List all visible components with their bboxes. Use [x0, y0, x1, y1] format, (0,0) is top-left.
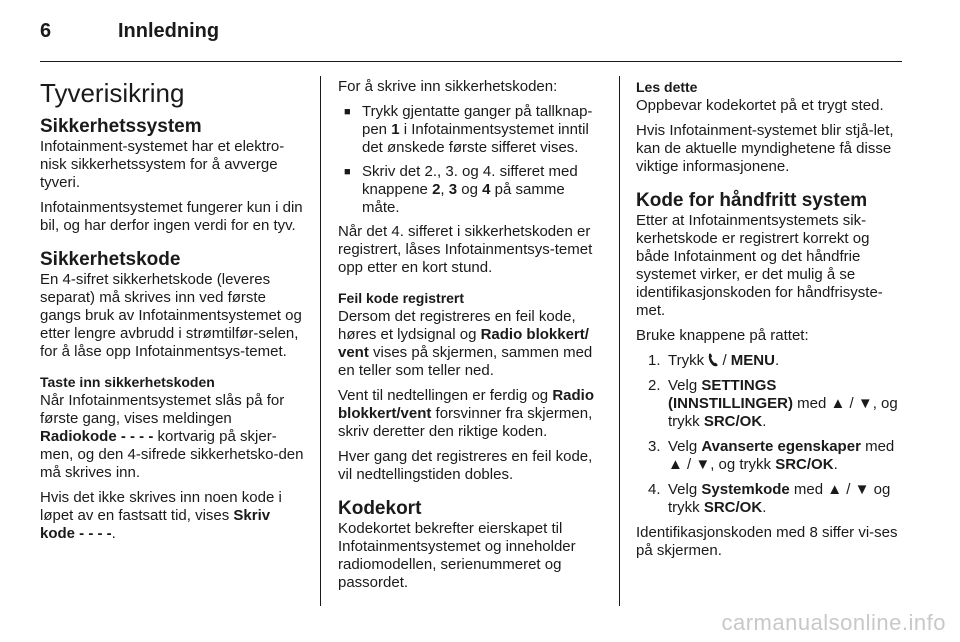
text: . — [111, 525, 116, 542]
button-label: 3 — [448, 181, 458, 198]
heading-note: Les dette — [636, 79, 698, 95]
heading-security-system: Sikkerhetssystem — [40, 116, 202, 137]
enter-code-text: Skriv kode - - - - — [40, 507, 271, 542]
radio-blocked-text: Radio blokkert/ vent — [338, 326, 589, 361]
list-item-text — [668, 352, 779, 370]
text: og — [457, 181, 483, 198]
list-item — [344, 163, 604, 217]
list-item — [648, 481, 902, 517]
button-label: MENU — [730, 352, 775, 369]
list-item — [648, 377, 902, 431]
section-title: Tyverisikring — [40, 78, 185, 108]
list-item-text — [668, 481, 902, 517]
paragraph: Bruke knappene på rattet: — [636, 327, 809, 344]
text: med ▲ / ▼ og trykk — [668, 481, 891, 516]
chapter-title: Innledning — [118, 20, 220, 42]
square-bullet-icon: ■ — [344, 166, 351, 178]
text: vises på skjermen, sammen med en teller som teller ned. — [338, 344, 593, 379]
button-label: 1 — [391, 121, 400, 138]
paragraph — [338, 308, 604, 380]
list-item-text — [362, 163, 604, 217]
menu-label: Systemkode — [701, 481, 790, 498]
paragraph: Når det 4. sifferet i sikkerhetskoden er registrert, låses Infotainmentsys-temet opp etter en kort stund. — [338, 223, 593, 276]
text: kortvarig på skjer-men, og den 4-sifrede sikkerhetsko-den må skrives inn. — [40, 428, 304, 481]
radio-code-text: Radiokode - - - - — [40, 428, 154, 445]
paragraph: Identifikasjonskoden med 8 siffer vi-ses på skjermen. — [636, 524, 898, 559]
list-item-text — [362, 103, 604, 157]
paragraph: Infotainmentsystemet fungerer kun i din bil, og har derfor ingen verdi for en tyv. — [40, 199, 303, 234]
step-number: 1. — [648, 352, 661, 369]
column-2 — [338, 78, 604, 599]
list-item — [648, 438, 902, 474]
paragraph: Kodekortet bekrefter eierskapet til Infotainmentsystemet og inneholder radiomodellen, serienummeret og passordet. — [338, 520, 576, 591]
text: . — [762, 499, 767, 516]
text: Hvis det ikke skrives inn noen kode i løpet av en fastsatt tid, vises — [40, 489, 282, 524]
button-label: SRC/OK — [775, 456, 834, 473]
heading-wrong-code: Feil kode registrert — [338, 290, 465, 306]
menu-label: Avanserte egenskaper — [701, 438, 861, 455]
heading-security-code: Sikkerhetskode — [40, 249, 181, 270]
paragraph: En 4-sifret sikkerhetskode (leveres separat) må skrives inn ved første gangs bruk av Infotainmentsystemet og etter lengre avbrudd i strømtilfør-selen, for å låse opp Infotainmentsys-temet. — [40, 271, 302, 360]
step-number: 3. — [648, 438, 661, 455]
text: Vent til nedtellingen er ferdig og — [338, 387, 553, 404]
step-number: 2. — [648, 377, 661, 394]
heading-code-card: Kodekort — [338, 498, 422, 519]
text: Dersom det registreres en feil kode, høres et lydsignal og — [338, 308, 576, 343]
phone-call-icon — [708, 353, 718, 367]
text: , — [440, 181, 449, 198]
text: Velg — [668, 438, 702, 455]
column-divider-2 — [619, 76, 620, 606]
paragraph — [40, 392, 306, 482]
list-item-text — [668, 438, 902, 474]
paragraph — [338, 387, 604, 441]
text: med ▲ / ▼, og trykk — [668, 438, 895, 473]
text: . — [833, 456, 838, 473]
list-item — [648, 352, 902, 370]
text: i Infotainmentsystemet inntil det ønskede første sifferet vises. — [362, 121, 589, 156]
text: forsvinner fra skjermen, skriv deretter den riktige koden. — [338, 405, 593, 440]
heading-enter-code: Taste inn sikkerhetskoden — [40, 374, 215, 390]
button-label: 2 — [432, 181, 441, 198]
paragraph — [40, 489, 306, 543]
text: . — [774, 352, 780, 369]
text: Skriv det 2., 3. og 4. sifferet med knappene — [362, 163, 578, 198]
paragraph: Infotainment-systemet har et elektro-nisk sikkerhetssystem for å avverge tyveri. — [40, 138, 285, 191]
header-rule — [40, 61, 902, 62]
list-item — [344, 103, 604, 157]
menu-label: SETTINGS (INNSTILLINGER) — [668, 377, 793, 412]
watermark: carmanualsonline.info — [721, 610, 946, 635]
text: / — [718, 352, 731, 369]
text: Trykk — [668, 352, 709, 369]
text: . — [762, 413, 767, 430]
square-bullet-icon: ■ — [344, 106, 351, 118]
text: Velg — [668, 377, 702, 394]
radio-blocked-text: Radio blokkert/vent — [338, 387, 594, 422]
button-label: SRC/OK — [703, 413, 763, 430]
step-number: 4. — [648, 481, 661, 498]
page-number: 6 — [40, 20, 52, 42]
paragraph: Etter at Infotainmentsystemets sik-kerhetskode er registrert korrekt og både Infotainment og det håndfrie systemet virker, er det mulig å se identifikasjonskoden for håndfrisyste-met. — [636, 212, 883, 319]
heading-handsfree-code: Kode for håndfritt system — [636, 190, 868, 211]
text: på samme måte. — [362, 181, 565, 216]
button-label: SRC/OK — [703, 499, 763, 516]
column-3 — [636, 78, 902, 567]
text: Velg — [668, 481, 702, 498]
column-divider-1 — [320, 76, 321, 606]
paragraph: Oppbevar kodekortet på et trygt sted. — [636, 97, 884, 114]
column-1 — [40, 78, 306, 550]
text: med ▲ / ▼, og trykk — [668, 395, 898, 430]
text: Når Infotainmentsystemet slås på for første gang, vises meldingen — [40, 392, 285, 427]
text: Trykk gjentatte ganger på tallknap-pen — [362, 103, 593, 138]
paragraph: Hvis Infotainment-systemet blir stjå-let, kan de aktuelle myndighetene få disse viktige informasjonene. — [636, 122, 894, 175]
list-item-text — [668, 377, 902, 431]
paragraph: Hver gang det registreres en feil kode, vil nedtellingstiden dobles. — [338, 448, 593, 483]
button-label: 4 — [482, 181, 491, 198]
paragraph: For å skrive inn sikkerhetskoden: — [338, 78, 558, 95]
